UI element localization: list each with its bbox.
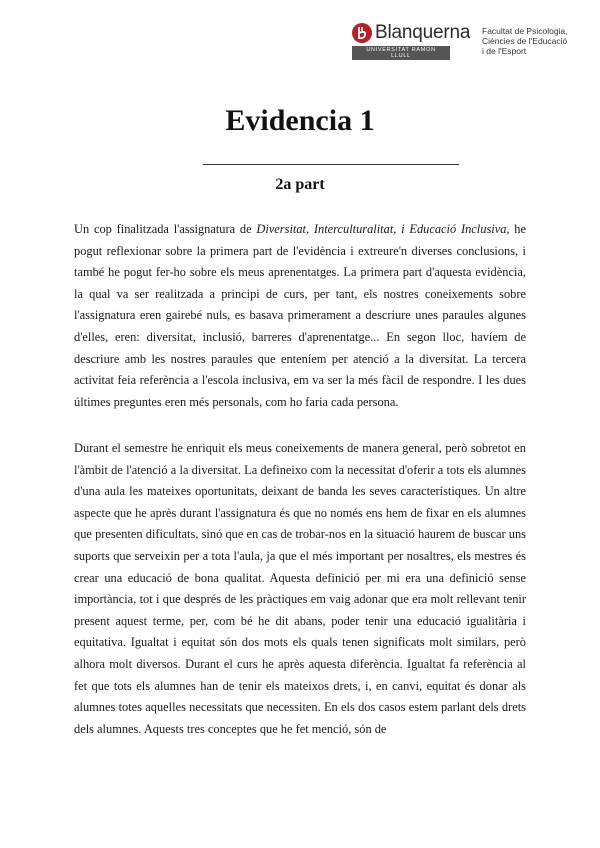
paragraph-1 xyxy=(74,219,526,413)
course-name: Diversitat, Interculturalitat, i Educació Inclusiva xyxy=(256,222,507,236)
blanquerna-logo xyxy=(352,22,470,60)
paragraph-2: Durant el semestre he enriquit els meus coneixements de manera general, però sobretot en l'àmbit de l'atenció a la diversitat. La defineixo com la necessitat d'oferir a tots els alumnes d'una aula les mateixes oportunitats, deixant de banda les seves característiques. Un altre aspecte que he après durant l'assignatura és que no només ens hem de fixar en els alumnes que presenten dificultats, sinó que en cas de trobar-nos en la situació haurem de buscar uns suports que serveixin per a tota l'aula, ja que el més important per nosaltres, els mestres és crear una educació de bona qualitat. Aquesta definició per mi era una definició sense importància, tot i que després de les pràctiques em vaig adonar que era molt rellevant tenir present aquest terme, per, com bé he dit abans, poder tenir una educació igualitària i equitativa. Igualtat i equitat són dos mots els quals tenen significats molt similars, però alhora molt diversos. Durant el curs he après aquesta diferència. Igualtat fa referència al fet que tots els alumnes han de tenir els mateixos drets, i, en canvi, equitat és donar als alumnes totes aquelles necessitats que necessiten. En els dos casos estem parlant dels drets dels alumnes. Aquests tres conceptes que he fet menció, són de xyxy=(74,441,526,736)
document-subtitle: 2a part xyxy=(275,176,325,193)
p1-intro: Un cop finalitzada l'assignatura de xyxy=(74,222,257,236)
logo-row xyxy=(352,22,470,44)
title-divider xyxy=(203,164,459,165)
faculty-line: Facultat de Psicologia, xyxy=(482,26,568,36)
faculty-name xyxy=(482,26,568,56)
logo-subtext: UNIVERSITAT RAMON LLULL xyxy=(352,46,450,60)
faculty-line: Ciències de l'Educació xyxy=(482,36,568,46)
blanquerna-emblem-icon xyxy=(352,23,372,43)
p1-rest: , he pogut reflexionar sobre la primera part de l'evidència i extreure'n diverses conclusions, i també he pogut fer-ho sobre els meus aprenentatges. La primera part d'aquesta evidència, la qual va ser realitzada a principi de curs, per tant, els nostres coneixements sobre l'assignatura eren gairebé nuls, es basava primerament a descriure unes paraules algunes d'elles, eren: diversitat, inclusió, barreres d'aprenentatge... En segon lloc, havíem de descriure amb les nostres paraules que enteníem per atenció a la diversitat. La tercera activitat feia referència a l'escola inclusiva, em va ser la més fàcil de respondre. I les dues últimes preguntes eren més personals, com ho faria cada persona. xyxy=(74,222,526,409)
faculty-line: i de l'Esport xyxy=(482,46,527,56)
document-title: Evidencia 1 xyxy=(225,104,375,137)
logo-text: Blanquerna xyxy=(375,22,471,43)
